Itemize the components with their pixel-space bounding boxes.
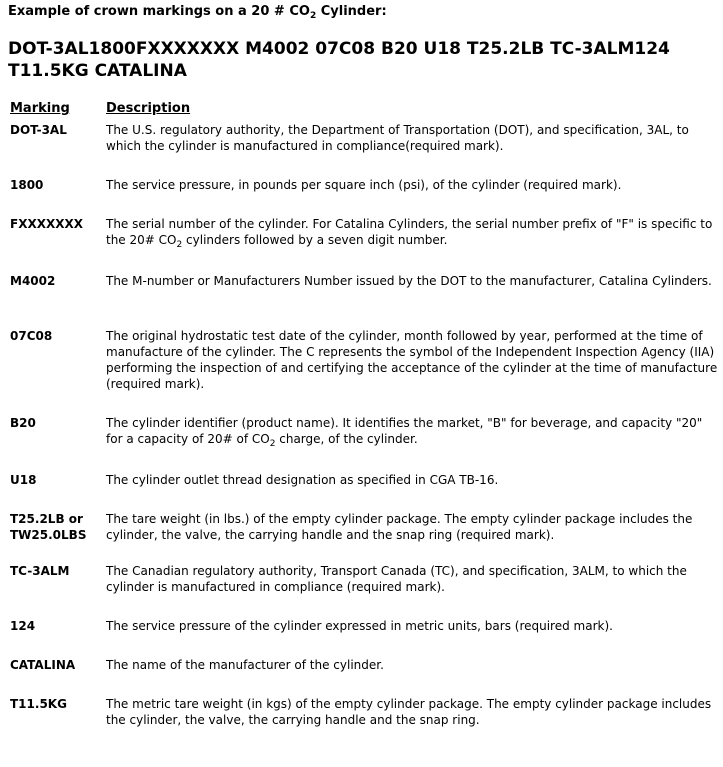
marking-cell: U18 (10, 473, 37, 487)
intro-text: Example of crown markings on a 20 # CO (8, 4, 310, 19)
description-cell: The service pressure of the cylinder expressed in metric units, bars (required mark). (106, 619, 613, 633)
description-cell: The tare weight (in lbs.) of the empty cylinder package. The empty cylinder package includes the cylinder, the valve, the carrying handle and the snap ring (required mark). (106, 512, 693, 542)
description-cell: The original hydrostatic test date of the cylinder, month followed by year, performed at the time of manufacture of the cylinder. The C represents the symbol of the Independent Inspection Agency (IIA) performing the inspection of and certifying the acceptance of the cylinder at the time of manufacture (required mark). (106, 329, 718, 391)
description-cell: The metric tare weight (in kgs) of the empty cylinder package. The empty cylinder package includes the cylinder, the valve, the carrying handle and the snap ring. (106, 697, 712, 727)
description-cell: The cylinder outlet thread designation as specified in CGA TB-16. (106, 473, 499, 487)
description-column-header: Description (106, 101, 191, 116)
marking-column-header: Marking (10, 101, 70, 116)
marking-cell: TC-3ALM (10, 564, 70, 578)
intro-text-end: Cylinder: (316, 4, 387, 19)
description-cell: The name of the manufacturer of the cylinder. (106, 658, 384, 672)
marking-cell: 1800 (10, 178, 44, 192)
description-cell: The Canadian regulatory authority, Transport Canada (TC), and specification, 3ALM, to which the cylinder is manufactured in compliance (required mark). (106, 564, 687, 594)
marking-cell: 124 (10, 619, 36, 633)
full-marking-line-2: T11.5KG CATALINA (8, 61, 187, 81)
description-cell: The cylinder identifier (product name). It identifies the market, "B" for beverage, and capacity "20" for a capacity of 20# of $CO_2$ charge, of the cylinder. (106, 416, 703, 449)
description-cell: The serial number of the cylinder. For Catalina Cylinders, the serial number prefix of "F" is specific to the 20# $CO_2$ cylinders followed by a seven digit number. (106, 217, 713, 250)
full-marking (8, 38, 720, 82)
marking-cell: FXXXXXXX (10, 217, 83, 231)
marking-cell: T11.5KG (10, 697, 67, 711)
description-cell: The U.S. regulatory authority, the Department of Transportation (DOT), and specification, 3AL, to which the cylinder is manufactured in compliance(required mark). (106, 123, 689, 153)
intro-heading (8, 4, 387, 19)
marking-cell: T25.2LB or TW25.0LBS (10, 512, 87, 542)
intro-subscript: 2 (309, 11, 317, 21)
marking-cell: DOT-3AL (10, 123, 67, 137)
marking-cell: CATALINA (10, 658, 76, 672)
description-cell: The M-number or Manufacturers Number issued by the DOT to the manufacturer, Catalina Cylinders. (106, 274, 712, 288)
marking-cell: 07C08 (10, 329, 53, 343)
full-marking-line-1: DOT-3AL1800FXXXXXXX M4002 07C08 B20 U18 T25.2LB TC-3ALM124 (8, 39, 670, 59)
marking-cell: B20 (10, 416, 36, 430)
description-cell: The service pressure, in pounds per square inch (psi), of the cylinder (required mark). (106, 178, 622, 192)
marking-cell: M4002 (10, 274, 56, 288)
